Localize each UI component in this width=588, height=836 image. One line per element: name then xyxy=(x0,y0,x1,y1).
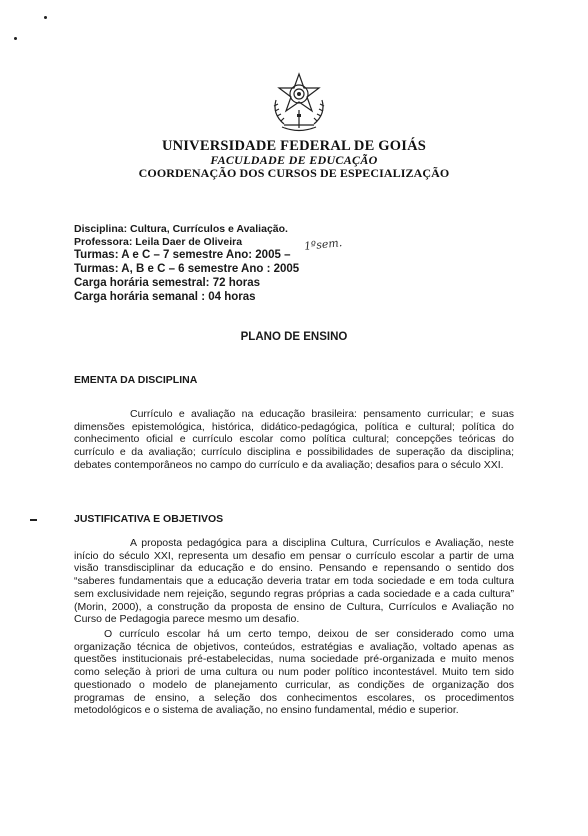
ementa-heading: EMENTA DA DISCIPLINA xyxy=(74,374,198,386)
scan-speck xyxy=(44,16,47,19)
weekly-hours-line: Carga horária semanal : 04 horas xyxy=(74,291,256,303)
university-name: UNIVERSIDADE FEDERAL DE GOIÁS xyxy=(161,138,427,154)
document-title: PLANO DE ENSINO xyxy=(240,331,348,343)
handwritten-note: 1ºsem. xyxy=(303,236,343,253)
discipline-line: Disciplina: Cultura, Currículos e Avaliação. xyxy=(74,223,288,235)
semester-hours-line: Carga horária semestral: 72 horas xyxy=(74,277,261,289)
justificativa-paragraph-2: O currículo escolar há um certo tempo, deixou de ser considerado como uma organização técnica de objetivos, conteúdos, estratégias e avaliação, voltado apenas as questões institucionais pré-estabelecidas, numa sociedade pré-organizada e muito menos como seleção à priori de uma cultura ou num poder político incontestável. Muito tem sido questionado o modelo de planejamento curricular, as condições de organização dos programas de ensino, a seleção dos conhecimentos escolares, os procedimentos metodológicos e o sistema de avaliação, no ensino fundamental, médio e superior. xyxy=(74,628,514,717)
classes-line-2: Turmas: A, B e C – 6 semestre Ano : 2005 xyxy=(74,263,300,275)
justificativa-paragraph-1: A proposta pedagógica para a disciplina Cultura, Currículos e Avaliação, neste início do século XXI, representa um desafio em pensar o currículo escolar a partir de uma visão transdisciplinar da educação e do ensino. Pensando e repensando o sentido dos “saberes fundamentais que a educação deveria tratar em toda sociedade e em toda cultura sem exclusividade nem rejeição, segundo regras próprias a cada sociedade e a cada cultura” (Morin, 2000), a construção da proposta de ensino de Cultura, Currículos e Avaliação no Curso de Pedagogia parece mesmo um desafio. xyxy=(74,537,514,626)
coordination-name: COORDENAÇÃO DOS CURSOS DE ESPECIALIZAÇÃO xyxy=(138,166,450,180)
justificativa-heading: JUSTIFICATIVA E OBJETIVOS xyxy=(74,513,224,525)
brazil-coat-of-arms-emblem xyxy=(268,70,330,136)
course-info-block xyxy=(74,223,299,304)
professor-line: Professora: Leila Daer de Oliveira xyxy=(74,235,243,248)
scan-speck xyxy=(14,37,17,40)
faculty-name: FACULDADE DE EDUCAÇÃO xyxy=(210,153,378,167)
ementa-text: Currículo e avaliação na educação brasileira: pensamento curricular; e suas dimensões epistemológica, histórica, didático-pedagógica, política e cultural; política do conhecimento oficial e currículo escolar como política cultural; concepções teóricas do currículo e da avaliação; currículo disciplina e possibilidades de superação da disciplina; debates contemporâneos no campo do currículo e da avaliação; desafios para o século XXI. xyxy=(74,408,514,471)
classes-line-1: Turmas: A e C – 7 semestre Ano: 2005 – xyxy=(74,249,291,261)
margin-dash xyxy=(30,519,37,521)
